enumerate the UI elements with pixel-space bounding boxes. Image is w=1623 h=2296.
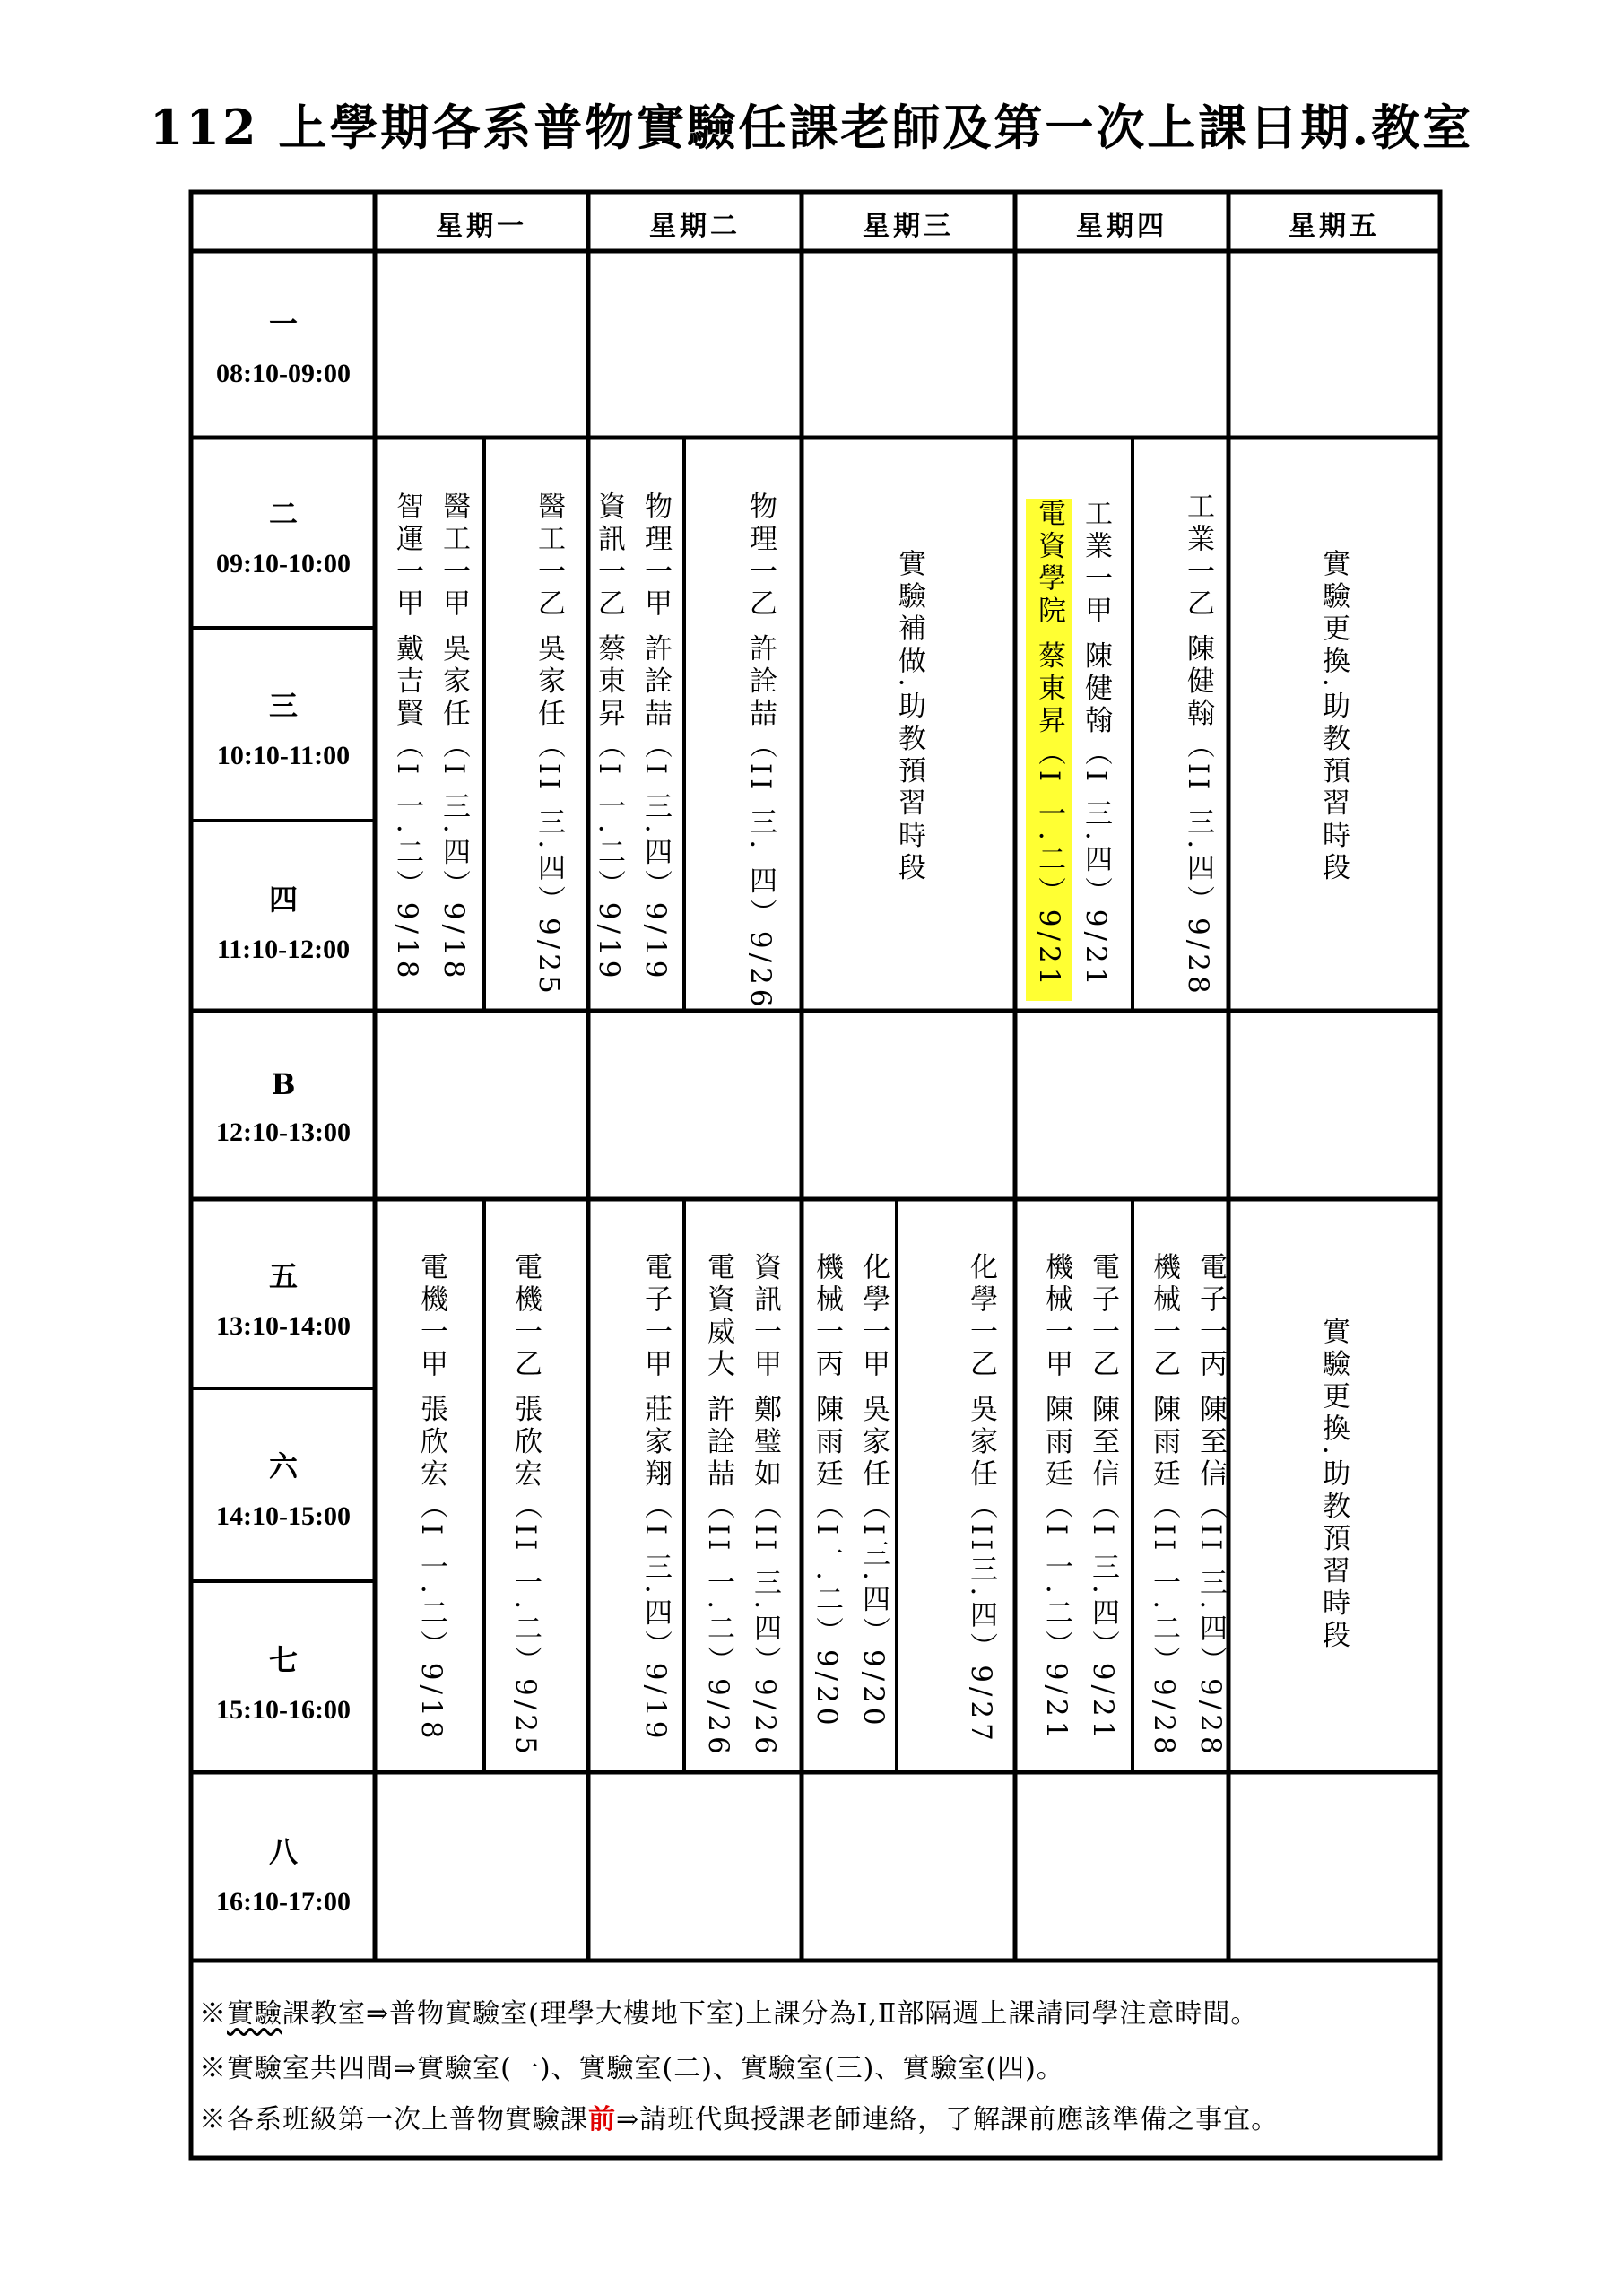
- course-mon-morning-b: 醫工一乙 吳家任（II 三.四）9/25: [533, 491, 565, 998]
- period-b: B 12:10-13:00: [216, 1067, 351, 1147]
- course-mon-morning-a: 醫工一甲 吳家任（I 三.四）9/18 智運一甲 戴吉賢（I 一.二）9/18: [391, 491, 470, 983]
- course-mon-afternoon-a: 電機一甲 張欣宏（I 一.二）9/18: [415, 1252, 447, 1744]
- course-wed-afternoon-b: 化學一乙 吳家任（II三.四）9/27: [965, 1252, 997, 1745]
- page-title: 112 上學期各系普物實驗任課老師及第一次上課日期.教室: [149, 99, 1474, 156]
- note-classroom: ※實驗課教室⇒普物實驗室(理學大樓地下室)上課分為Ⅰ,Ⅱ部隔週上課請同學注意時間。: [199, 1998, 1259, 2030]
- header-monday: 星期一: [436, 211, 527, 242]
- course-tue-morning-a: 物理一甲 許詮喆（I 三.四）9/19 資訊一乙 蔡東昇（I 一.二）9/19: [593, 491, 672, 983]
- course-wed-afternoon-a: 化學一甲 吳家任（I三.四）9/20 機械一丙 陳雨廷（I一.二）9/20: [811, 1252, 890, 1730]
- note-first-class: ※各系班級第一次上普物實驗課前⇒請班代與授課老師連絡，了解課前應該準備之事宜。: [199, 2104, 1280, 2135]
- period-7: 七 15:10-16:00: [216, 1643, 351, 1725]
- course-tue-afternoon-a: 電子一甲 莊家翔（I 三.四）9/19: [639, 1252, 672, 1744]
- period-2: 二 09:10-10:00: [216, 497, 351, 578]
- period-1: 一 08:10-09:00: [216, 307, 351, 388]
- period-5: 五 13:10-14:00: [216, 1259, 351, 1341]
- header-wednesday: 星期三: [863, 211, 954, 242]
- period-6: 六 14:10-15:00: [216, 1449, 351, 1531]
- course-tue-morning-b: 物理一乙 許詮喆（II 三. 四）9/26: [744, 491, 777, 1012]
- period-8: 八 16:10-17:00: [216, 1835, 351, 1917]
- course-thu-morning-b: 工業一乙 陳健翰（II 三.四）9/28: [1182, 491, 1214, 998]
- note-labs: ※實驗室共四間⇒實驗室(一)、實驗室(二)、實驗室(三)、實驗室(四)。: [199, 2053, 1064, 2084]
- course-mon-afternoon-b: 電機一乙 張欣宏（II 一.二）9/25: [509, 1252, 542, 1759]
- course-thu-afternoon-a: 電子一乙 陳至信（I 三.四）9/21 機械一甲 陳雨廷（I 一.二）9/21: [1040, 1252, 1119, 1744]
- header-friday: 星期五: [1289, 211, 1380, 242]
- period-3: 三 10:10-11:00: [216, 689, 351, 770]
- friday-afternoon-note: 實驗更換.助教預習時段: [1317, 1317, 1350, 1653]
- header-thursday: 星期四: [1076, 211, 1167, 242]
- friday-morning-note: 實驗更換.助教預習時段: [1317, 549, 1350, 885]
- header-tuesday: 星期二: [649, 211, 741, 242]
- course-tue-afternoon-b: 資訊一甲 鄭璧如（II 三.四）9/26 電資威大 許詮喆（II 一.二）9/26: [702, 1252, 781, 1759]
- course-thu-morning-a: 工業一甲 陳健翰（I 三.四）9/21 電資學院 蔡東昇（I 一.二）9/21: [1026, 499, 1119, 1001]
- course-thu-afternoon-b: 電子一丙 陳至信（II 三.四）9/28 機械一乙 陳雨廷（II 一.二）9/28: [1148, 1252, 1227, 1759]
- period-4: 四 11:10-12:00: [216, 883, 351, 964]
- highlighted-course: 電資學院 蔡東昇（I 一.二）9/21: [1026, 499, 1072, 1001]
- wednesday-morning-note: 實驗補做.助教預習時段: [893, 549, 925, 885]
